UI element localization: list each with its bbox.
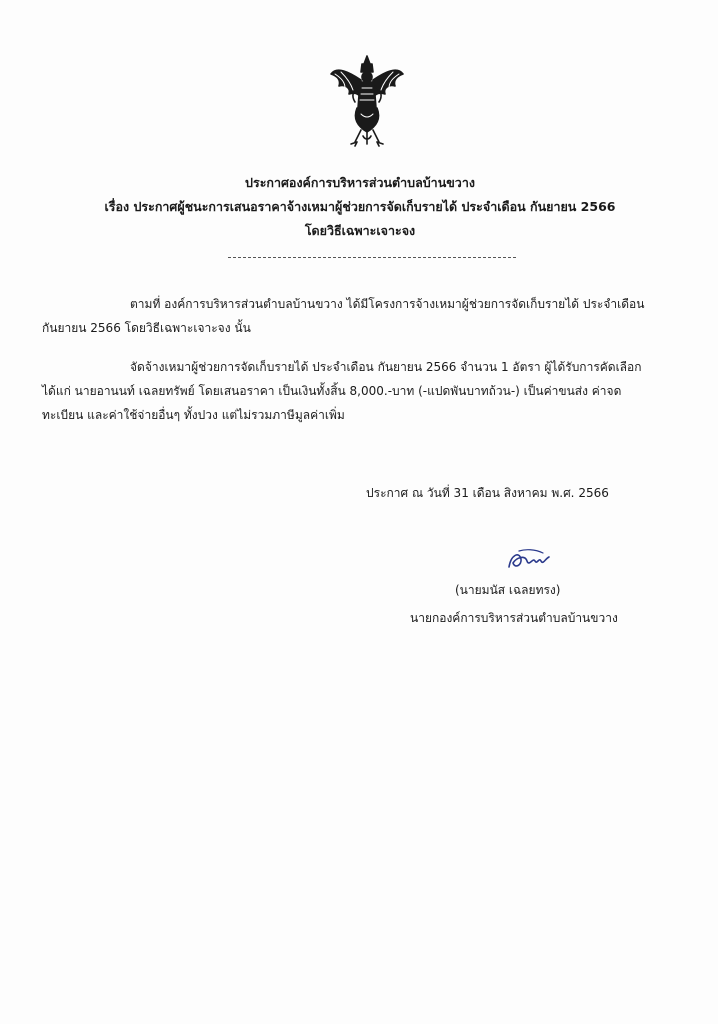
announcement-date: ประกาศ ณ วันที่ 31 เดือน สิงหาคม พ.ศ. 2566 bbox=[366, 486, 609, 500]
paragraph-intro-line: ตามที่ องค์การบริหารส่วนตำบลบ้านขวาง ได้มีโครงการจ้างเหมาผู้ช่วยการจัดเก็บรายได้ ประจำเดือน bbox=[130, 297, 645, 311]
handwritten-signature-icon bbox=[505, 545, 551, 575]
paragraph-award bbox=[42, 355, 676, 427]
paragraph-intro bbox=[42, 292, 676, 340]
paragraph-award-line: ได้แก่ นายอานนท์ เฉลยทรัพย์ โดยเสนอราคา เป็นเงินทั้งสิ้น 8,000.-บาท (-แปดพันบาทถ้วน-) เป็นค่าขนส่ง ค่าจด bbox=[42, 384, 622, 398]
paragraph-award-line: จัดจ้างเหมาผู้ช่วยการจัดเก็บรายได้ ประจำเดือน กันยายน 2566 จำนวน 1 อัตรา ผู้ได้รับการคัดเลือก bbox=[130, 360, 642, 374]
paragraph-award-line: ทะเบียน และค่าใช้จ่ายอื่นๆ ทั้งปวง แต่ไม่รวมภาษีมูลค่าเพิ่ม bbox=[42, 408, 345, 422]
document-subject: เรื่อง ประกาศผู้ชนะการเสนอราคาจ้างเหมาผู้ช่วยการจัดเก็บรายได้ ประจำเดือน กันยายน 2566 bbox=[104, 199, 616, 214]
garuda-emblem-icon bbox=[327, 52, 407, 148]
signer-title: นายกองค์การบริหารส่วนตำบลบ้านขวาง bbox=[410, 611, 618, 625]
signer-name: (นายมนัส เฉลยทรง) bbox=[455, 583, 561, 597]
procurement-method: โดยวิธีเฉพาะเจาะจง bbox=[304, 223, 416, 238]
header-divider bbox=[228, 257, 516, 258]
document-title: ประกาศองค์การบริหารส่วนตำบลบ้านขวาง bbox=[245, 175, 475, 190]
paragraph-intro-line: กันยายน 2566 โดยวิธีเฉพาะเจาะจง นั้น bbox=[42, 321, 251, 335]
